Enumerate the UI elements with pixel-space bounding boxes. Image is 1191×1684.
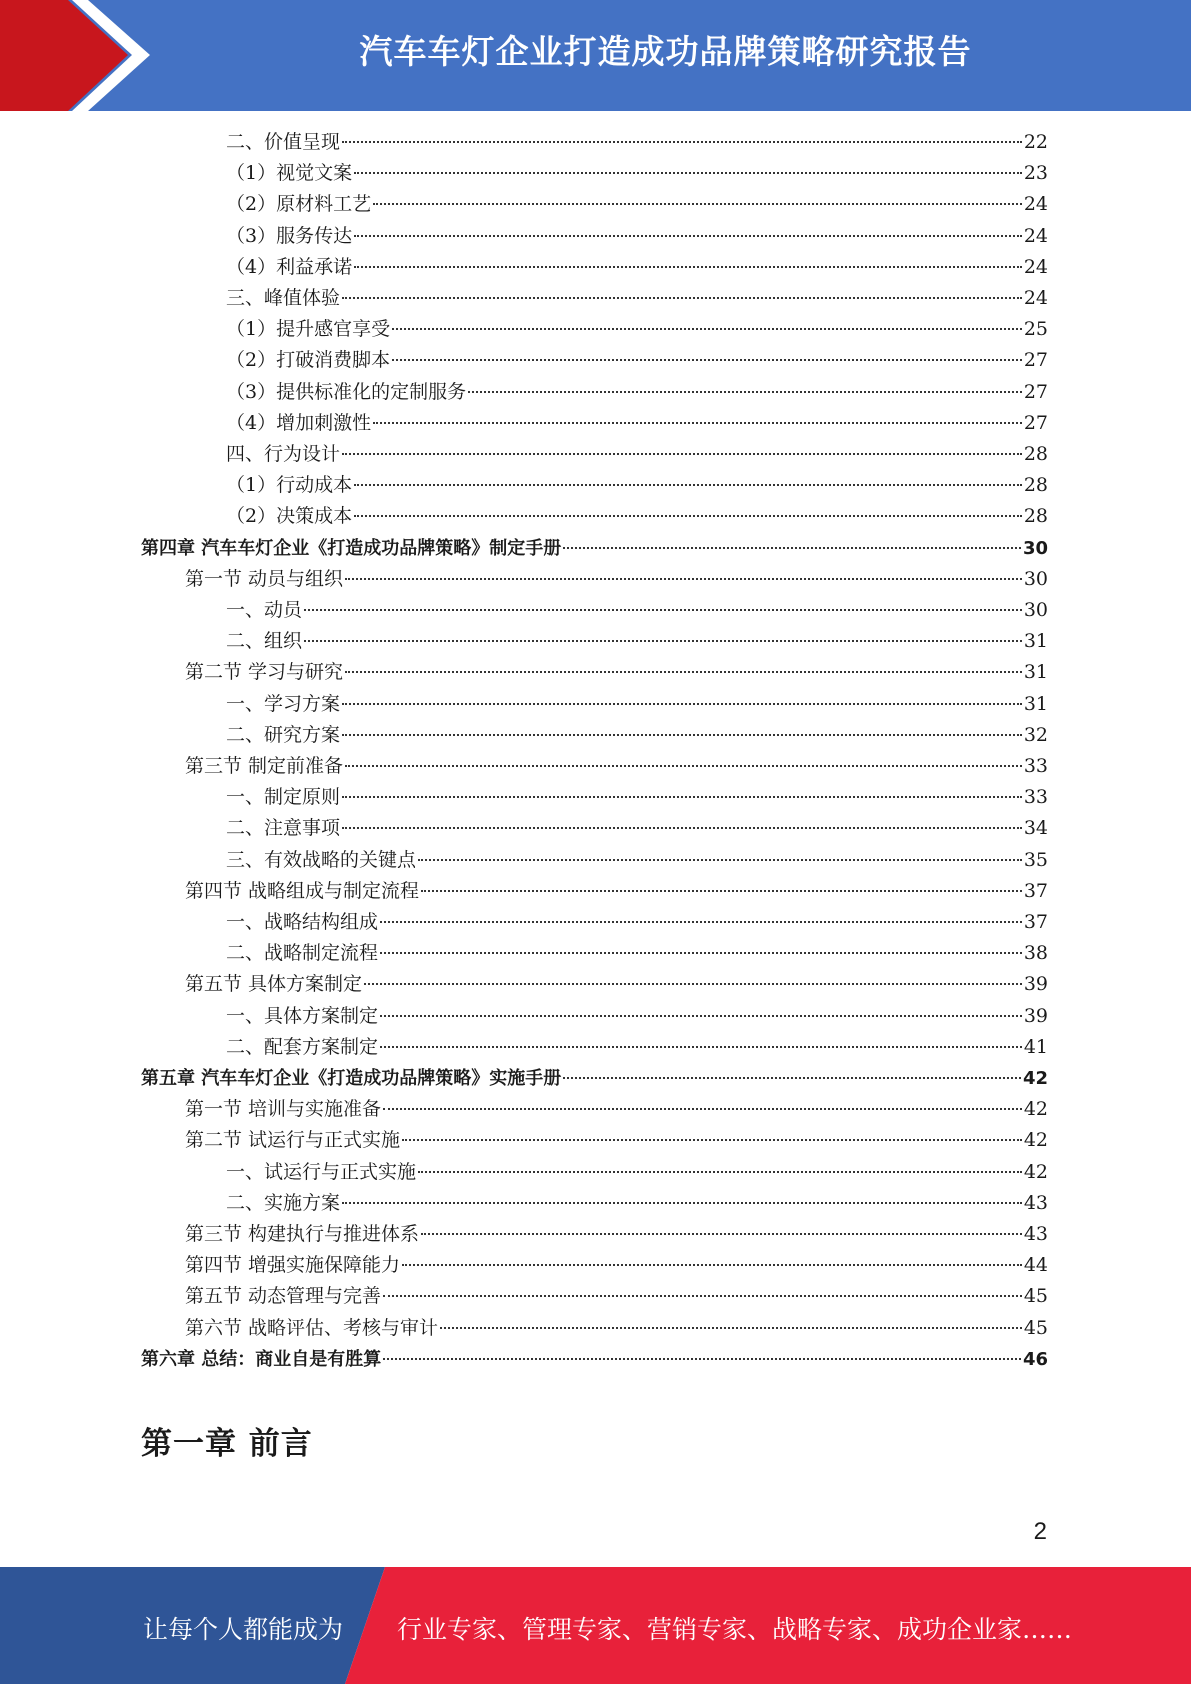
toc-row[interactable]	[185, 876, 1048, 907]
toc-entry-page: 39	[1023, 1004, 1048, 1027]
toc-leader-dots	[354, 515, 1022, 517]
toc-leader-dots	[342, 827, 1022, 829]
toc-leader-dots	[364, 983, 1022, 985]
toc-leader-dots	[380, 1046, 1022, 1048]
toc-entry-page: 27	[1023, 380, 1048, 403]
toc-row[interactable]	[226, 1001, 1048, 1032]
toc-entry-page: 35	[1023, 848, 1048, 871]
report-title: 汽车车灯企业打造成功品牌策略研究报告	[359, 32, 972, 71]
toc-entry-label: 第五节 动态管理与完善	[185, 1285, 382, 1308]
toc-entry-page: 43	[1023, 1223, 1048, 1245]
toc-row[interactable]	[185, 969, 1048, 1000]
toc-row[interactable]	[226, 813, 1048, 844]
toc-row[interactable]	[185, 1125, 1048, 1156]
toc-row[interactable]	[185, 657, 1048, 688]
toc-entry-page: 44	[1023, 1254, 1048, 1277]
toc-row[interactable]	[185, 751, 1048, 782]
toc-entry-label: （2）决策成本	[226, 505, 353, 528]
toc-leader-dots	[392, 359, 1022, 361]
toc-entry-label: 二、价值呈现	[226, 131, 341, 153]
toc-entry-page: 22	[1023, 131, 1048, 153]
toc-chapter-row[interactable]	[141, 1344, 1048, 1375]
toc-leader-dots	[354, 172, 1022, 174]
toc-entry-page: 42	[1022, 1068, 1048, 1089]
toc-entry-page: 31	[1023, 692, 1048, 715]
chapter-heading: 第一章 前言	[141, 1426, 313, 1462]
toc-entry-page: 33	[1023, 755, 1048, 777]
toc-entry-page: 24	[1023, 224, 1048, 247]
toc-leader-dots	[380, 921, 1022, 923]
toc-entry-page: 42	[1023, 1098, 1048, 1121]
toc-entry-label: 二、配套方案制定	[226, 1035, 379, 1058]
toc-leader-dots	[345, 671, 1022, 673]
toc-row[interactable]	[226, 377, 1048, 408]
footer-slogan-left: 让每个人都能成为	[143, 1615, 344, 1644]
toc-row[interactable]	[226, 1157, 1048, 1188]
toc-leader-dots	[342, 796, 1022, 798]
toc-row[interactable]	[226, 720, 1048, 751]
toc-row[interactable]	[226, 408, 1048, 439]
toc-row[interactable]	[226, 1188, 1048, 1219]
toc-leader-dots	[383, 1358, 1021, 1360]
toc-leader-dots	[354, 235, 1022, 237]
toc-entry-page: 42	[1023, 1160, 1048, 1183]
toc-row[interactable]	[226, 907, 1048, 938]
toc-entry-label: 一、制定原则	[226, 786, 341, 809]
toc-entry-page: 30	[1023, 567, 1048, 590]
toc-row[interactable]	[226, 127, 1048, 158]
toc-entry-page: 33	[1023, 786, 1048, 809]
toc-entry-page: 37	[1023, 911, 1048, 933]
toc-entry-page: 28	[1023, 474, 1048, 497]
toc-entry-page: 43	[1023, 1191, 1048, 1214]
toc-entry-label: 一、具体方案制定	[226, 1004, 379, 1027]
toc-entry-page: 24	[1023, 287, 1048, 309]
toc-entry-page: 25	[1023, 318, 1048, 341]
toc-entry-label: 第五节 具体方案制定	[185, 973, 363, 996]
toc-row[interactable]	[226, 845, 1048, 876]
toc-row[interactable]	[185, 1313, 1048, 1344]
toc-entry-label: （3）提供标准化的定制服务	[226, 380, 467, 403]
toc-entry-label: 二、实施方案	[226, 1191, 341, 1214]
toc-entry-label: （3）服务传达	[226, 224, 353, 247]
toc-row[interactable]	[185, 1094, 1048, 1125]
footer-slogan-right: 行业专家、管理专家、营销专家、战略专家、成功企业家……	[397, 1615, 1073, 1644]
toc-leader-dots	[304, 640, 1022, 642]
toc-leader-dots	[380, 952, 1022, 954]
toc-chapter-row[interactable]	[141, 533, 1048, 564]
toc-chapter-row[interactable]	[141, 1063, 1048, 1094]
toc-row[interactable]	[226, 782, 1048, 813]
toc-entry-label: （2）打破消费脚本	[226, 349, 391, 372]
toc-entry-page: 23	[1023, 162, 1048, 185]
toc-row[interactable]	[226, 314, 1048, 345]
toc-row[interactable]	[226, 221, 1048, 252]
toc-row[interactable]	[226, 189, 1048, 220]
toc-entry-label: （4）利益承诺	[226, 255, 353, 278]
toc-leader-dots	[392, 328, 1022, 330]
page-footer	[0, 1567, 1191, 1684]
toc-entry-page: 30	[1022, 537, 1048, 559]
toc-row[interactable]	[226, 439, 1048, 470]
toc-row[interactable]	[185, 1250, 1048, 1281]
toc-leader-dots	[345, 765, 1022, 767]
toc-entry-label: 三、有效战略的关键点	[226, 848, 417, 871]
toc-entry-label: 一、学习方案	[226, 692, 341, 715]
toc-entry-label: （1）提升感官享受	[226, 318, 391, 341]
toc-entry-label: 四、行为设计	[226, 443, 341, 465]
toc-row[interactable]	[226, 470, 1048, 501]
toc-entry-label: 第二节 学习与研究	[185, 661, 344, 684]
toc-row[interactable]	[226, 689, 1048, 720]
toc-row[interactable]	[226, 283, 1048, 314]
toc-entry-label: 第五章 汽车车灯企业《打造成功品牌策略》实施手册	[141, 1068, 562, 1089]
toc-row[interactable]	[185, 1219, 1048, 1250]
toc-entry-label: （2）原材料工艺	[226, 193, 372, 216]
page-header	[0, 0, 1191, 111]
toc-entry-page: 28	[1023, 443, 1048, 465]
toc-leader-dots	[354, 484, 1022, 486]
toc-leader-dots	[345, 578, 1022, 580]
toc-entry-label: 二、组织	[226, 630, 303, 653]
toc-entry-page: 41	[1023, 1035, 1048, 1058]
toc-entry-page: 24	[1023, 255, 1048, 278]
toc-row[interactable]	[226, 938, 1048, 969]
toc-leader-dots	[418, 859, 1022, 861]
toc-row[interactable]	[226, 595, 1048, 626]
toc-leader-dots	[563, 547, 1021, 549]
toc-leader-dots	[402, 1264, 1022, 1266]
toc-entry-label: （4）增加刺激性	[226, 411, 372, 434]
toc-leader-dots	[342, 297, 1022, 299]
toc-leader-dots	[354, 266, 1022, 268]
toc-leader-dots	[373, 203, 1022, 205]
toc-entry-page: 42	[1023, 1129, 1048, 1152]
toc-entry-label: 二、注意事项	[226, 817, 341, 840]
toc-entry-page: 32	[1023, 723, 1048, 746]
toc-row[interactable]	[226, 345, 1048, 376]
toc-row[interactable]	[185, 1281, 1048, 1312]
toc-entry-page: 24	[1023, 193, 1048, 216]
toc-entry-label: 二、战略制定流程	[226, 942, 379, 965]
toc-entry-label: （1）行动成本	[226, 474, 353, 497]
toc-leader-dots	[304, 609, 1022, 611]
toc-entry-page: 39	[1023, 973, 1048, 996]
toc-leader-dots	[383, 1108, 1022, 1110]
toc-entry-page: 46	[1022, 1348, 1048, 1370]
toc-entry-page: 45	[1023, 1285, 1048, 1308]
toc-row[interactable]	[226, 158, 1048, 189]
toc-entry-label: 第三节 制定前准备	[185, 755, 344, 777]
toc-entry-page: 31	[1023, 630, 1048, 653]
toc-leader-dots	[342, 453, 1022, 455]
toc-row[interactable]	[226, 252, 1048, 283]
toc-entry-label: 第四节 战略组成与制定流程	[185, 879, 420, 902]
toc-leader-dots	[342, 1202, 1022, 1204]
toc-leader-dots	[380, 1015, 1022, 1017]
toc-entry-page: 37	[1023, 879, 1048, 902]
toc-leader-dots	[342, 734, 1022, 736]
toc-entry-label: 第六节 战略评估、考核与审计	[185, 1316, 439, 1339]
toc-entry-label: 三、峰值体验	[226, 287, 341, 309]
page-number: 2	[1033, 1518, 1047, 1545]
toc-leader-dots	[342, 141, 1022, 143]
toc-entry-page: 30	[1023, 599, 1048, 621]
toc-leader-dots	[440, 1327, 1022, 1329]
toc-leader-dots	[421, 1233, 1022, 1235]
toc-row[interactable]	[226, 1032, 1048, 1063]
toc-entry-page: 27	[1023, 411, 1048, 434]
toc-entry-label: 一、战略结构组成	[226, 911, 379, 933]
toc-entry-page: 38	[1023, 942, 1048, 965]
toc-entry-label: 第四章 汽车车灯企业《打造成功品牌策略》制定手册	[141, 537, 562, 559]
toc-row[interactable]	[226, 626, 1048, 657]
toc-entry-label: 一、试运行与正式实施	[226, 1160, 417, 1183]
toc-leader-dots	[373, 422, 1022, 424]
chevron-logo-icon	[0, 0, 160, 111]
toc-leader-dots	[563, 1077, 1021, 1079]
toc-row[interactable]	[226, 501, 1048, 532]
toc-leader-dots	[383, 1295, 1022, 1297]
toc-entry-page: 34	[1023, 817, 1048, 840]
toc-entry-label: 第三节 构建执行与推进体系	[185, 1223, 420, 1245]
toc-entry-page: 45	[1023, 1316, 1048, 1339]
toc-entry-label: 第四节 增强实施保障能力	[185, 1254, 401, 1277]
toc-entry-page: 31	[1023, 661, 1048, 684]
toc-leader-dots	[468, 391, 1022, 393]
toc-entry-page: 28	[1023, 505, 1048, 528]
toc-leader-dots	[402, 1139, 1022, 1141]
toc-entry-page: 27	[1023, 349, 1048, 372]
toc-row[interactable]	[185, 564, 1048, 595]
toc-entry-label: 二、研究方案	[226, 723, 341, 746]
toc-entry-label: （1）视觉文案	[226, 162, 353, 185]
toc-entry-label: 第二节 试运行与正式实施	[185, 1129, 401, 1152]
toc-entry-label: 第一节 培训与实施准备	[185, 1098, 382, 1121]
toc-leader-dots	[342, 703, 1022, 705]
toc-leader-dots	[418, 1171, 1022, 1173]
toc-leader-dots	[421, 890, 1022, 892]
toc-entry-label: 一、动员	[226, 599, 303, 621]
toc-entry-label: 第六章 总结：商业自是有胜算	[141, 1348, 382, 1370]
toc-entry-label: 第一节 动员与组织	[185, 567, 344, 590]
